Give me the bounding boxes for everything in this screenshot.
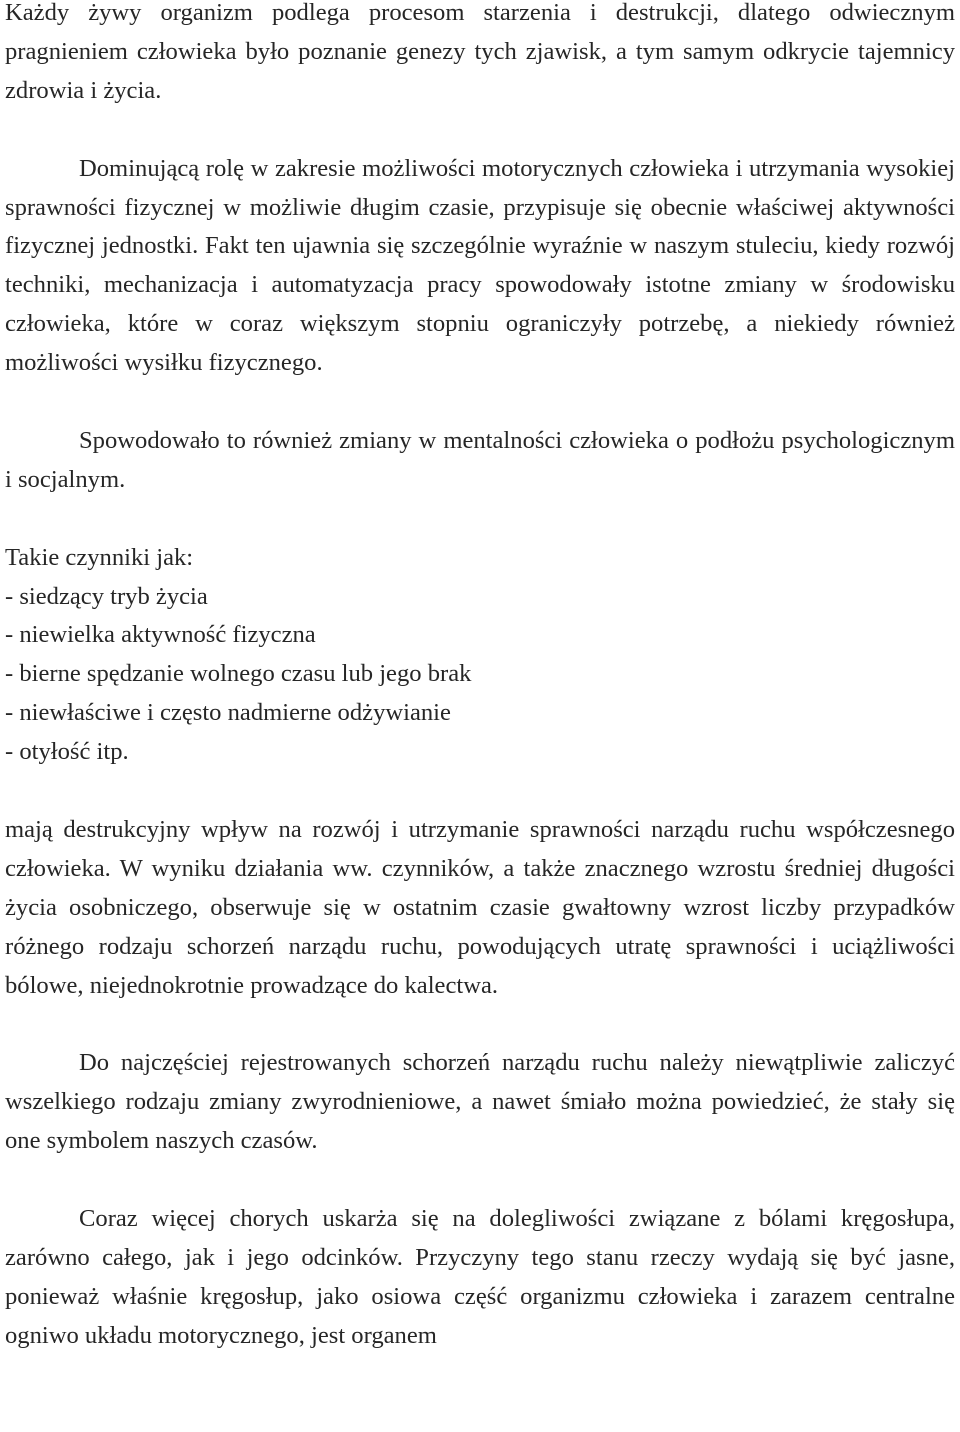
list-item: - niewielka aktywność fizyczna [5,621,316,649]
list-item: - otyłość itp. [5,738,129,766]
paragraph-spine-complaints: Coraz więcej chorych uskarża się na dolegliwości związane z bólami kręgosłupa, zarówno całego, jak i jego odcinków. Przyczyny tego stanu rzeczy wydają się być jasne, ponieważ właśnie kręgosłup, jako osiowa część organizmu człowieka i zarazem centralne ogniwo układu motorycznego, jest organem [5,1205,955,1349]
document-page [5,0,955,1395]
factors-section [5,539,955,772]
list-item: - niewłaściwe i często nadmierne odżywianie [5,699,451,727]
paragraph-degenerative-changes: Do najczęściej rejestrowanych schorzeń narządu ruchu należy niewątpliwie zaliczyć wszelkiego rodzaju zmiany zwyrodnieniowe, a nawet śmiało można powiedzieć, że stały się one symbolem naszych czasów. [5,1049,955,1155]
paragraph-destructive-impact: mają destrukcyjny wpływ na rozwój i utrzymanie sprawności narządu ruchu współczesnego człowieka. W wyniku działania ww. czynników, a także znacznego wzrostu średniej długości życia osobniczego, obserwuje się w ostatnim czasie gwałtowny wzrost liczby przypadków różnego rodzaju schorzeń narządu ruchu, powodujących utratę sprawności i uciążliwości bólowe, niejednokrotnie prowadzące do kalectwa. [5,815,955,999]
paragraph-mentality-changes: Spowodowało to również zmiany w mentalności człowieka o podłożu psychologicznym i socjalnym. [5,426,955,493]
list-item: - bierne spędzanie wolnego czasu lub jego brak [5,660,472,688]
list-item: - siedzący tryb życia [5,582,208,610]
paragraph-physical-activity: Dominującą rolę w zakresie możliwości motorycznych człowieka i utrzymania wysokiej sprawności fizycznej w możliwie długim czasie, przypisuje się obecnie właściwej aktywności fizycznej jednostki. Fakt ten ujawnia się szczególnie wyraźnie w naszym stuleciu, kiedy rozwój techniki, mechanizacja i automatyzacja pracy spowodowały istotne zmiany w środowisku człowieka, które w coraz większym stopniu ograniczyły potrzebę, a niekiedy również możliwości wysiłku fizycznego. [5,154,955,377]
paragraph-aging-intro: Każdy żywy organizm podlega procesom starzenia i destrukcji, dlatego odwiecznym pragnieniem człowieka było poznanie genezy tych zjawisk, a tym samym odkrycie tajemnicy zdrowia i życia. [5,0,955,104]
factors-list [5,578,955,773]
factors-list-intro: Takie czynniki jak: [5,543,194,571]
